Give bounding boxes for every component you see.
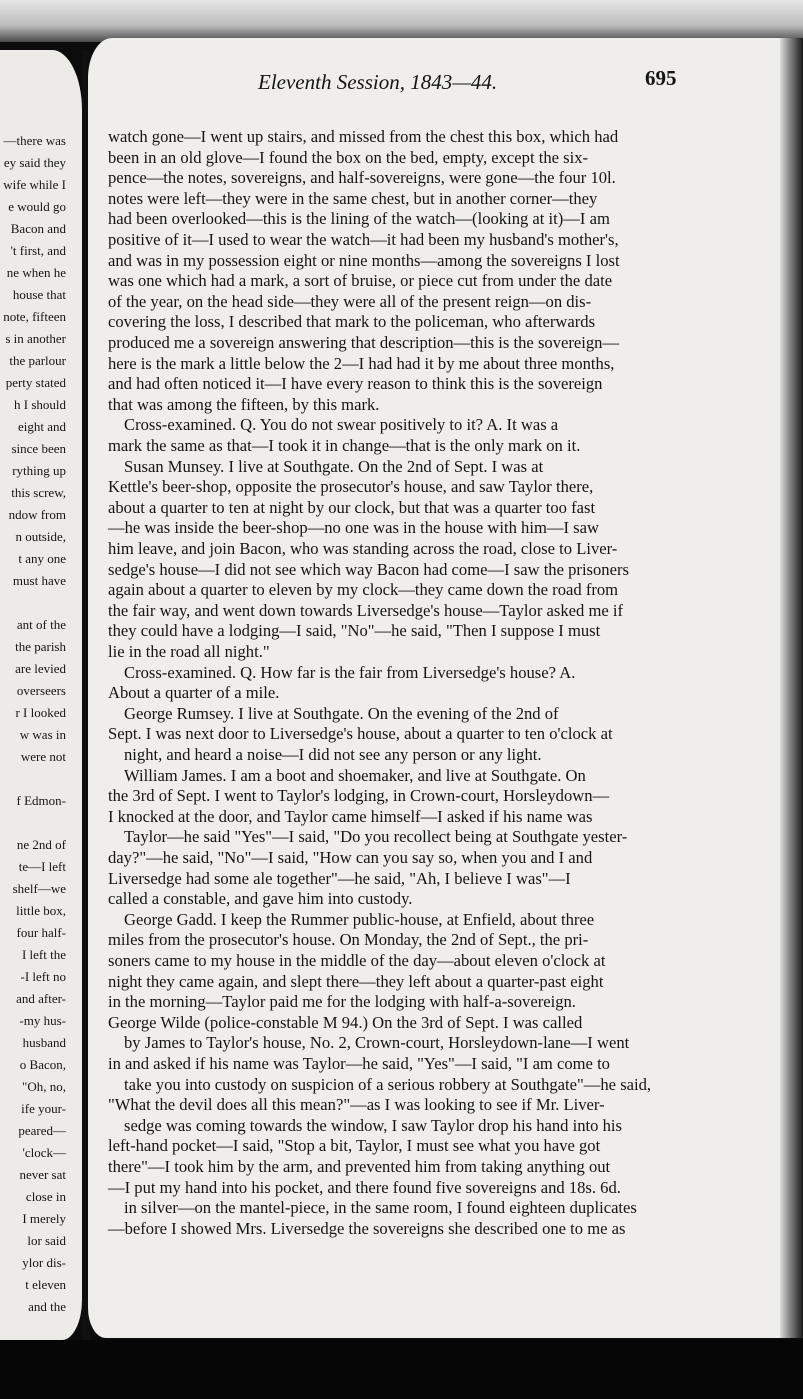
left-page-fragment: little box, bbox=[16, 903, 66, 918]
body-line: George Wilde (police-constable M 94.) On the 3rd of Sept. I was called bbox=[108, 1012, 583, 1032]
body-line: sedge's house—I did not see which way Bacon had come—I saw the prisoners bbox=[108, 559, 629, 579]
page-top-edge bbox=[0, 0, 803, 42]
body-line: day?"—he said, "No"—I said, "How can you say so, when you and I and bbox=[108, 848, 593, 867]
left-page-fragment: husband bbox=[22, 1035, 66, 1050]
left-page-fragment: note, fifteen bbox=[3, 309, 66, 324]
body-line: and was in my possession eight or nine months—among the sovereigns I lost bbox=[108, 250, 620, 270]
left-page-fragment: the parlour bbox=[9, 353, 66, 368]
body-line: Taylor—he said "Yes"—I said, "Do you recollect being at Southgate yester- bbox=[124, 827, 628, 847]
body-line: sedge was coming towards the window, I saw Taylor drop his hand into his bbox=[124, 1115, 622, 1135]
body-line: William James. I am a boot and shoemaker, and live at Southgate. On bbox=[124, 765, 586, 785]
left-page-fragment: ne when he bbox=[6, 265, 66, 280]
left-page-fragment: o Bacon, bbox=[19, 1057, 66, 1072]
body-line: notes were left—they were in the same chest, but in another corner—they bbox=[108, 188, 598, 208]
body-line: Cross-examined. Q. How far is the fair from Liversedge's house? A. bbox=[124, 662, 576, 682]
left-page-fragment: lor said bbox=[27, 1233, 66, 1248]
left-page-fragment: never sat bbox=[19, 1167, 66, 1182]
body-line: produced me a sovereign answering that description—this is the sovereign— bbox=[108, 333, 620, 352]
left-page-fragment: h I should bbox=[14, 397, 66, 412]
left-page-fragment: —there was bbox=[3, 133, 66, 148]
left-page-fragment: te—I left bbox=[18, 859, 66, 874]
left-page-fragment: I left the bbox=[21, 947, 66, 962]
left-page-fragment: f Edmon- bbox=[16, 793, 66, 808]
body-line: that was among the fifteen, by this mark. bbox=[108, 394, 380, 414]
body-line: of the year, on the head side—they were all of the present reign—on dis- bbox=[108, 291, 592, 311]
left-page-fragment: ant of the bbox=[16, 617, 66, 632]
left-page-fragment: overseers bbox=[16, 683, 66, 698]
left-page-fragment: t eleven bbox=[25, 1277, 66, 1292]
body-line: pence—the notes, sovereigns, and half-sovereigns, were gone—the four 10l. bbox=[108, 168, 616, 188]
page-right-edge bbox=[780, 38, 803, 1338]
body-line: had been overlooked—this is the lining of the watch—(looking at it)—I am bbox=[108, 209, 610, 229]
left-page-fragment: since been bbox=[11, 441, 66, 456]
left-page-fragment: and after- bbox=[16, 991, 66, 1006]
left-page-fragment: ey said they bbox=[3, 155, 66, 170]
body-line: about a quarter to ten at night by our clock, but that was a quarter too fast bbox=[108, 497, 596, 517]
body-line: lie in the road all night." bbox=[108, 642, 270, 661]
body-line: night they came again, and slept there—they left about a quarter-past eight bbox=[108, 971, 604, 991]
left-page-fragment: rything up bbox=[12, 463, 66, 478]
left-page-fragment: Bacon and bbox=[10, 221, 66, 236]
body-line: the 3rd of Sept. I went to Taylor's lodging, in Crown-court, Horsleydown— bbox=[108, 786, 610, 806]
left-page-fragment: house that bbox=[12, 287, 66, 302]
left-page-fragment: s in another bbox=[5, 331, 66, 346]
left-page-fragment: shelf—we bbox=[12, 881, 66, 896]
body-line: covering the loss, I described that mark to the policeman, who afterwards bbox=[108, 312, 596, 332]
body-line: here is the mark a little below the 2—I had had it by me about three months, bbox=[108, 353, 615, 373]
body-line: —before I showed Mrs. Liversedge the sovereigns she described one to me as bbox=[108, 1218, 626, 1238]
left-page bbox=[0, 50, 82, 1340]
left-page-fragment: perty stated bbox=[5, 375, 66, 390]
body-line: soners came to my house in the middle of the day—about eleven o'clock at bbox=[108, 951, 606, 970]
body-line: About a quarter of a mile. bbox=[108, 683, 280, 703]
body-line: was one which had a mark, a sort of bruise, or piece cut from under the date bbox=[108, 271, 613, 291]
left-page-fragment: r I looked bbox=[15, 705, 66, 720]
running-header: Eleventh Session, 1843—44. bbox=[258, 70, 498, 94]
body-line: in the morning—Taylor paid me for the lodging with half-a-sovereign. bbox=[108, 992, 576, 1012]
body-line: Liversedge had some ale together"—he said, "Ah, I believe I was"—I bbox=[108, 868, 571, 888]
body-line: been in an old glove—I found the box on the bed, empty, except the six- bbox=[108, 147, 589, 167]
body-line: Sept. I was next door to Liversedge's house, about a quarter to ten o'clock at bbox=[108, 724, 613, 744]
body-line: in and asked if his name was Taylor—he said, "Yes"—I said, "I am come to bbox=[108, 1054, 610, 1073]
body-line: in silver—on the mantel-piece, in the same room, I found eighteen duplicates bbox=[124, 1198, 637, 1218]
left-page-fragment: ylor dis- bbox=[22, 1255, 66, 1270]
body-line: mark the same as that—I took it in change—that is the only mark on it. bbox=[108, 436, 581, 455]
body-line: George Rumsey. I live at Southgate. On the evening of the 2nd of bbox=[124, 703, 559, 723]
left-page-fragment: -my hus- bbox=[19, 1013, 66, 1028]
left-page-fragment: ife your- bbox=[21, 1101, 66, 1116]
body-line: they could have a lodging—I said, "No"—he said, "Then I suppose I must bbox=[108, 621, 601, 641]
left-page-fragment: four half- bbox=[16, 925, 66, 940]
body-line: positive of it—I used to wear the watch—it had been my husband's mother's, bbox=[108, 230, 619, 249]
left-page-fragment: e would go bbox=[8, 199, 66, 214]
left-page-fragment: wife while I bbox=[3, 177, 66, 192]
body-line: take you into custody on suspicion of a serious robbery at Southgate"—he said, bbox=[124, 1074, 652, 1094]
left-page-fragment: the parish bbox=[15, 639, 66, 654]
body-line: left-hand pocket—I said, "Stop a bit, Taylor, I must see what you have got bbox=[108, 1136, 601, 1156]
body-line: Cross-examined. Q. You do not swear positively to it? A. It was a bbox=[124, 415, 559, 435]
body-line: watch gone—I went up stairs, and missed from the chest this box, which had bbox=[108, 127, 619, 146]
left-page-fragment: -I left no bbox=[20, 969, 66, 984]
left-page-fragment: ne 2nd of bbox=[16, 837, 66, 852]
body-line: —I put my hand into his pocket, and there found five sovereigns and 18s. 6d. bbox=[108, 1177, 621, 1197]
body-line: called a constable, and gave him into custody. bbox=[108, 889, 413, 909]
left-page-fragment: peared— bbox=[18, 1123, 66, 1138]
body-line: Susan Munsey. I live at Southgate. On the 2nd of Sept. I was at bbox=[124, 456, 544, 476]
body-line: "What the devil does all this mean?"—as I was looking to see if Mr. Liver- bbox=[108, 1095, 605, 1115]
body-line: —he was inside the beer-shop—no one was in the house with him—I saw bbox=[108, 518, 599, 538]
left-page-fragment: close in bbox=[25, 1189, 66, 1204]
left-page-fragment: 't first, and bbox=[10, 243, 66, 258]
left-page-fragment: n outside, bbox=[15, 529, 66, 544]
body-line: the fair way, and went down towards Liversedge's house—Taylor asked me if bbox=[108, 600, 624, 620]
body-line: and had often noticed it—I have every reason to think this is the sovereign bbox=[108, 374, 603, 394]
body-line: Kettle's beer-shop, opposite the prosecutor's house, and saw Taylor there, bbox=[108, 477, 594, 497]
left-page-fragment: this screw, bbox=[11, 485, 66, 500]
left-page-fragment: are levied bbox=[15, 661, 66, 676]
left-page-fragment: must have bbox=[12, 573, 66, 588]
left-page-fragment: "Oh, no, bbox=[22, 1079, 66, 1094]
body-line: I knocked at the door, and Taylor came himself—I asked if his name was bbox=[108, 806, 593, 826]
left-page-fragment: ndow from bbox=[8, 507, 66, 522]
page-number: 695 bbox=[645, 66, 677, 90]
left-page-fragment: t any one bbox=[18, 551, 66, 566]
left-page-fragment: I merely bbox=[22, 1211, 66, 1226]
body-line: again about a quarter to eleven by my clock—they came down the road from bbox=[108, 580, 619, 600]
body-line: night, and heard a noise—I did not see any person or any light. bbox=[124, 745, 542, 764]
left-page-fragment: 'clock— bbox=[22, 1145, 66, 1160]
left-page-fragment: and the bbox=[28, 1299, 66, 1314]
left-page-fragment: were not bbox=[20, 749, 66, 764]
body-line: there"—I took him by the arm, and prevented him from taking anything out bbox=[108, 1157, 611, 1176]
body-line: by James to Taylor's house, No. 2, Crown-court, Horsleydown-lane—I went bbox=[124, 1033, 630, 1053]
body-line: miles from the prosecutor's house. On Monday, the 2nd of Sept., the pri- bbox=[108, 930, 589, 950]
scan-bottom-border bbox=[0, 1340, 803, 1399]
left-page-fragment: eight and bbox=[17, 419, 66, 434]
left-page-fragment: w was in bbox=[19, 727, 66, 742]
body-line: George Gadd. I keep the Rummer public-house, at Enfield, about three bbox=[124, 909, 595, 929]
body-line: him leave, and join Bacon, who was standing across the road, close to Liver- bbox=[108, 539, 618, 558]
